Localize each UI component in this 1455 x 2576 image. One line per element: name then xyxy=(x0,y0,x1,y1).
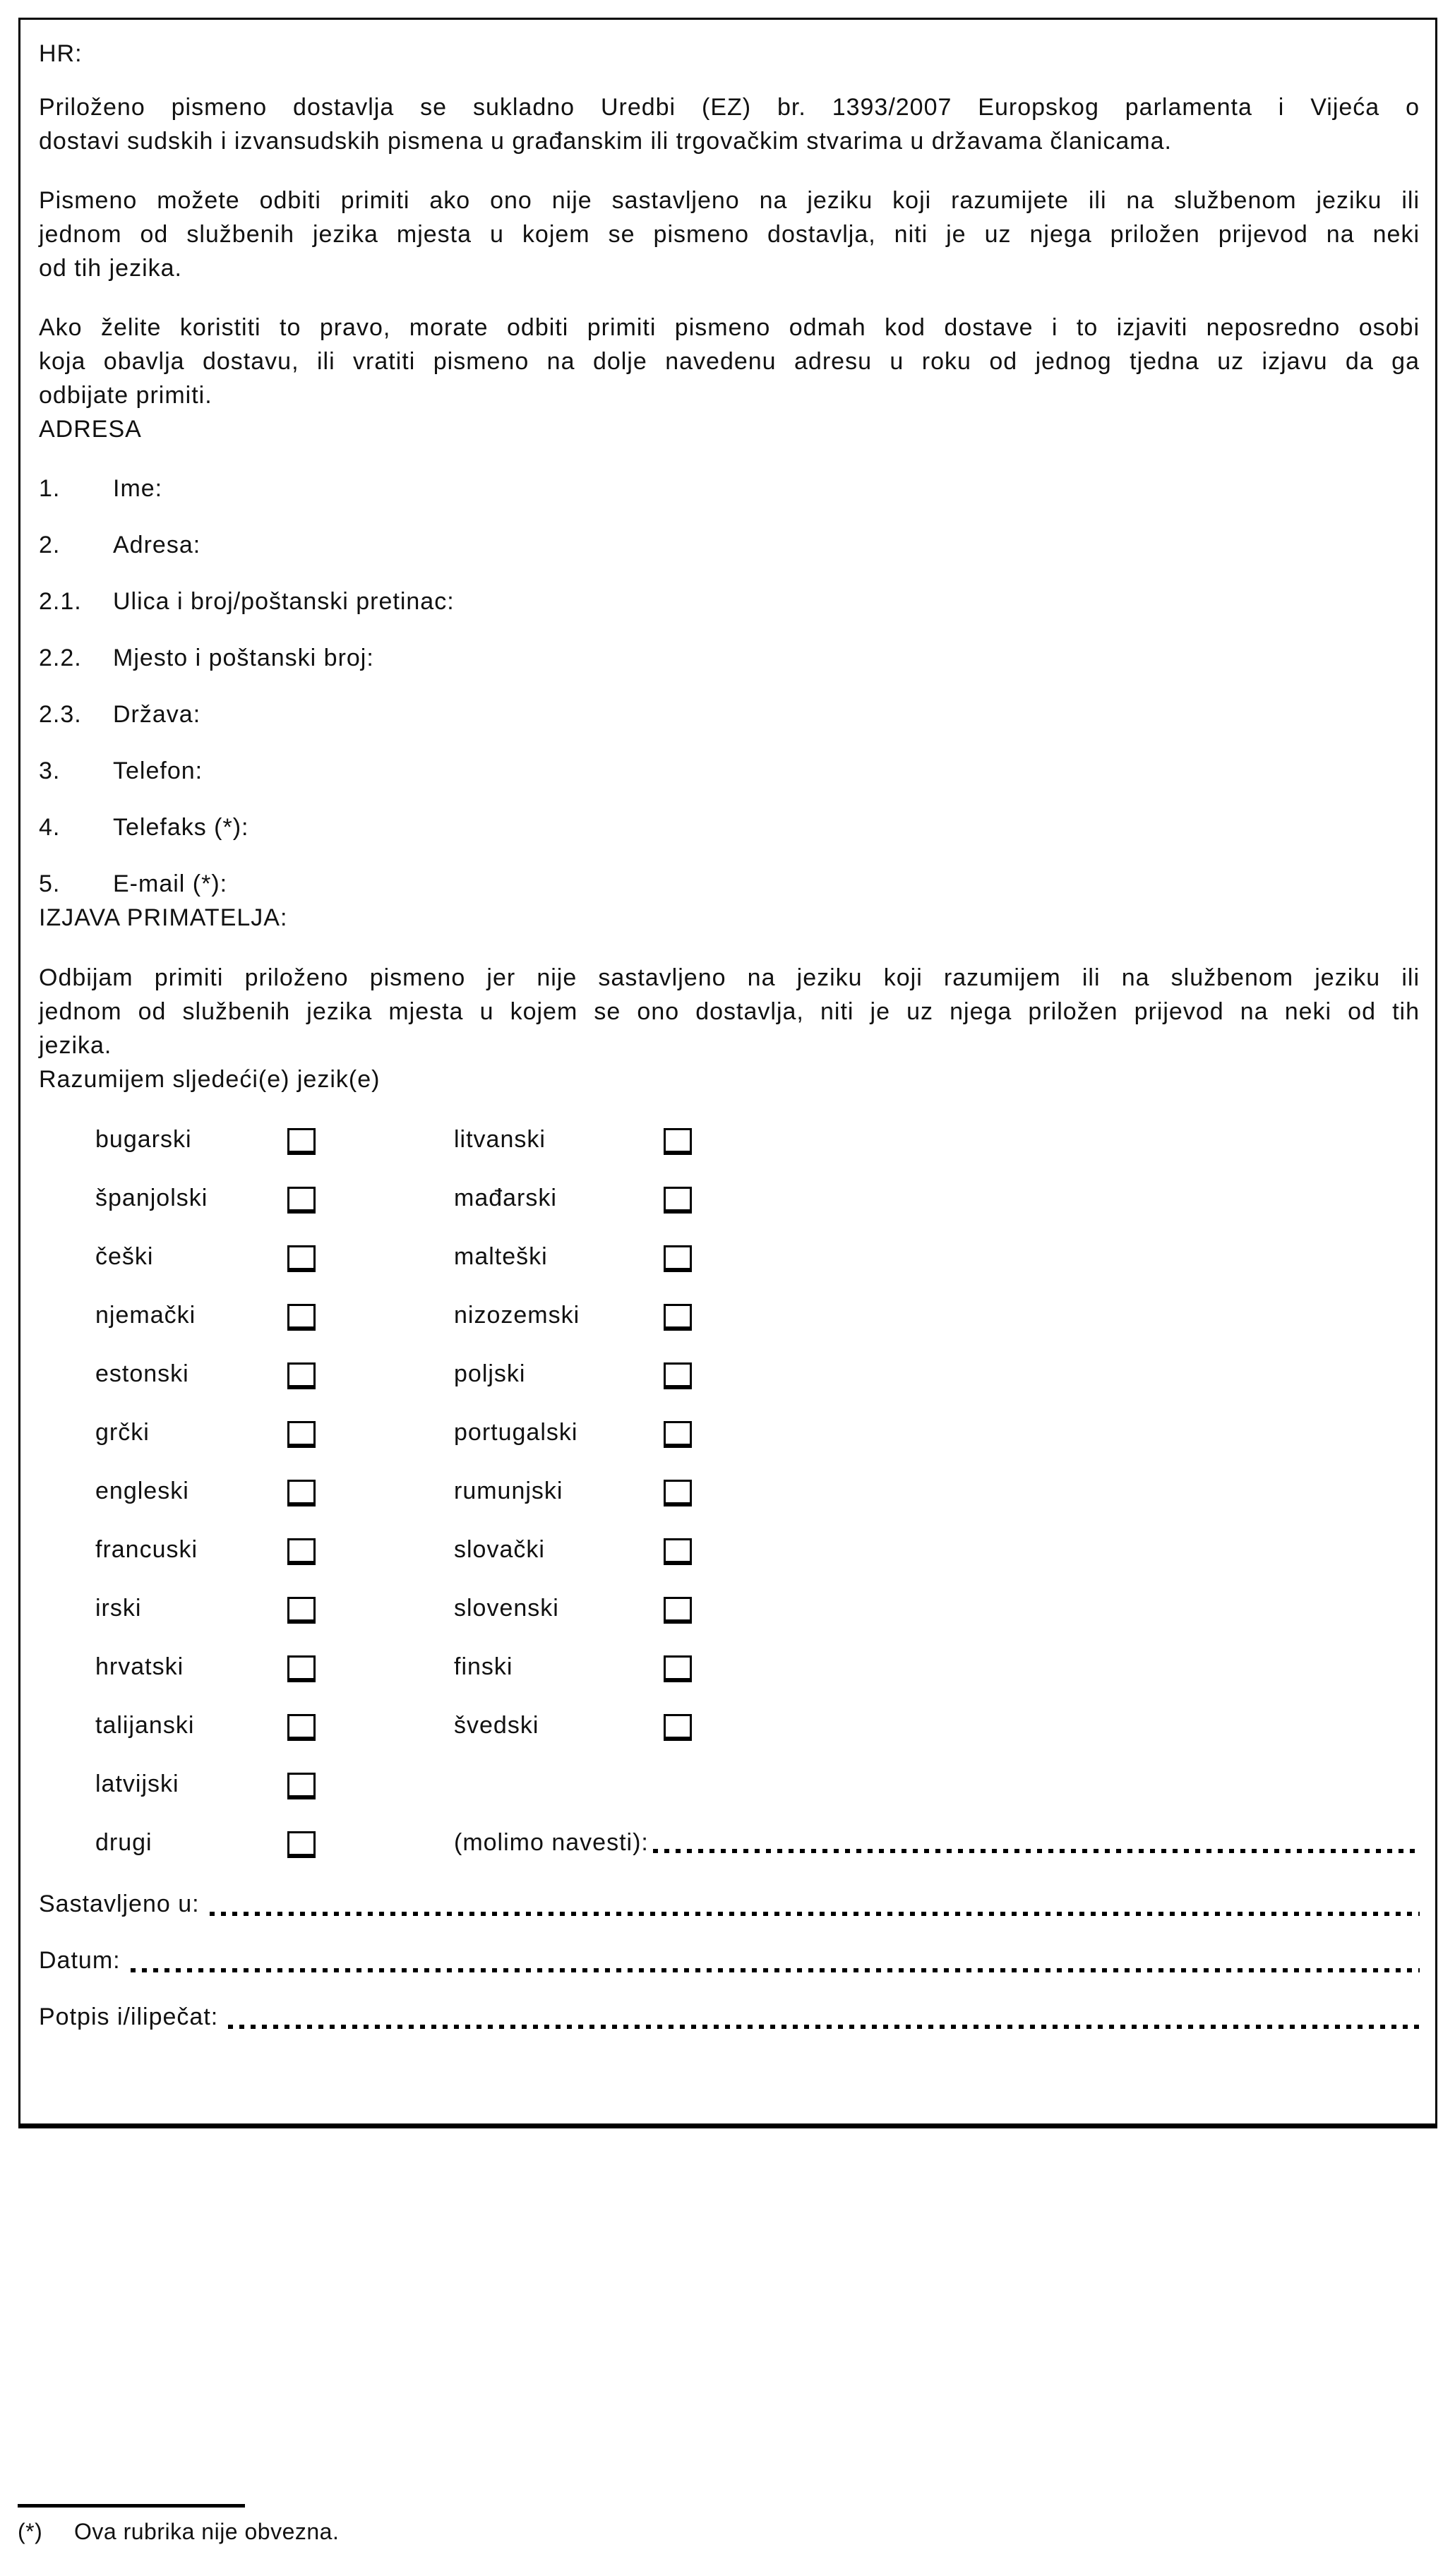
declaration-heading: IZJAVA PRIMATELJA: xyxy=(39,904,288,931)
field-number: 4. xyxy=(39,814,61,841)
language-label: slovački xyxy=(454,1536,545,1563)
address-field-row-email xyxy=(39,867,1420,901)
checkbox-rumunjski[interactable] xyxy=(664,1480,692,1506)
paragraph-refusal-right: Pismeno možete odbiti primiti ako ono nije sastavljeno na jeziku koji razumijete ili na službenom jeziku ili jednom od službenih jezika mjesta u kojem se pismeno dostavlja, niti je uz njega priložen prijevod na neki od tih jezika. xyxy=(39,187,1420,282)
language-code-label: HR: xyxy=(39,40,83,67)
field-number: 2.3. xyxy=(39,701,82,728)
address-field-row-street xyxy=(39,585,1420,618)
paragraph-intro: Priloženo pismeno dostavlja se sukladno Uredbi (EZ) br. 1393/2007 Europskog parlamenta i Vijeća o dostavi sudskih i izvansudskih pismena u građanskim ili trgovačkim stvarima u državama članicama. xyxy=(39,94,1420,155)
checkbox-drugi[interactable] xyxy=(287,1831,316,1858)
language-row xyxy=(39,1650,1420,1684)
place-field[interactable] xyxy=(210,1912,1420,1916)
language-row xyxy=(39,1474,1420,1508)
language-label: njemački xyxy=(95,1302,196,1329)
language-label: slovenski xyxy=(454,1595,559,1622)
language-label: malteški xyxy=(454,1243,548,1270)
language-label: drugi xyxy=(95,1829,152,1856)
address-field-row-address xyxy=(39,528,1420,562)
language-checkbox-grid xyxy=(39,1122,1420,1859)
field-label: Adresa: xyxy=(113,532,201,558)
date-field-row xyxy=(39,1943,1420,1977)
language-label: mađarski xyxy=(454,1185,557,1211)
language-row xyxy=(39,1181,1420,1215)
checkbox-grcki[interactable] xyxy=(287,1421,316,1448)
language-label: češki xyxy=(95,1243,154,1270)
field-label: Telefon: xyxy=(113,757,203,784)
checkbox-hrvatski[interactable] xyxy=(287,1655,316,1682)
language-label: talijanski xyxy=(95,1712,195,1739)
specify-language-field[interactable] xyxy=(653,1849,1420,1853)
field-label: Mjesto i poštanski broj: xyxy=(113,645,374,671)
checkbox-poljski[interactable] xyxy=(664,1362,692,1389)
language-label: bugarski xyxy=(95,1126,192,1153)
language-label: rumunjski xyxy=(454,1478,563,1504)
checkbox-finski[interactable] xyxy=(664,1655,692,1682)
form-border-box xyxy=(18,18,1437,2128)
language-label: portugalski xyxy=(454,1419,578,1446)
checkbox-madarski[interactable] xyxy=(664,1187,692,1214)
language-row xyxy=(39,1533,1420,1566)
language-row xyxy=(39,1415,1420,1449)
field-label: Ime: xyxy=(113,475,163,502)
field-number: 2.2. xyxy=(39,645,82,671)
language-row xyxy=(39,1591,1420,1625)
date-field[interactable] xyxy=(131,1968,1420,1972)
checkbox-francuski[interactable] xyxy=(287,1538,316,1565)
paragraph-refusal-instructions: Ako želite koristiti to pravo, morate odbiti primiti pismeno odmah kod dostave i to izjaviti neposredno osobi koja obavlja dostavu, ili vratiti pismeno na dolje navedenu adresu u roku od jednog tjedna uz izjavu da ga odbijate primiti. xyxy=(39,314,1420,409)
checkbox-engleski[interactable] xyxy=(287,1480,316,1506)
language-label: poljski xyxy=(454,1360,526,1387)
signature-field-label: Potpis i/ilipečat: xyxy=(39,2003,219,2030)
checkbox-nizozemski[interactable] xyxy=(664,1304,692,1331)
language-label: litvanski xyxy=(454,1126,546,1153)
signature-field-row xyxy=(39,2000,1420,2034)
declaration-paragraph: Odbijam primiti priloženo pismeno jer nije sastavljeno na jeziku koji razumijem ili na službenom jeziku ili jednom od službenih jezika mjesta u kojem se ono dostavlja, niti je uz njega priložen prijevod na neki od tih jezika. xyxy=(39,964,1420,1059)
language-label: nizozemski xyxy=(454,1302,580,1329)
field-number: 3. xyxy=(39,757,61,784)
checkbox-slovacki[interactable] xyxy=(664,1538,692,1565)
language-label: španjolski xyxy=(95,1185,208,1211)
language-label: švedski xyxy=(454,1712,539,1739)
checkbox-bugarski[interactable] xyxy=(287,1128,316,1155)
signature-field[interactable] xyxy=(228,2025,1420,2029)
checkbox-latvijski[interactable] xyxy=(287,1773,316,1799)
checkbox-svedski[interactable] xyxy=(664,1714,692,1741)
field-number: 2. xyxy=(39,532,61,558)
language-label: estonski xyxy=(95,1360,189,1387)
specify-language-label: (molimo navesti): xyxy=(454,1829,649,1856)
language-row xyxy=(39,1357,1420,1391)
language-label: engleski xyxy=(95,1478,189,1504)
languages-intro: Razumijem sljedeći(e) jezik(e) xyxy=(39,1066,381,1093)
place-field-label: Sastavljeno u: xyxy=(39,1891,200,1917)
address-field-row-city xyxy=(39,641,1420,675)
field-label: Telefaks (*): xyxy=(113,814,249,841)
footnote-marker: (*) xyxy=(18,2519,43,2544)
field-number: 2.1. xyxy=(39,588,82,615)
address-field-row-phone xyxy=(39,754,1420,788)
footnote-text: Ova rubrika nije obvezna. xyxy=(74,2519,340,2544)
language-label: hrvatski xyxy=(95,1653,184,1680)
field-label: Država: xyxy=(113,701,201,728)
language-row xyxy=(39,1122,1420,1156)
checkbox-litvanski[interactable] xyxy=(664,1128,692,1155)
place-field-row xyxy=(39,1887,1420,1921)
date-field-label: Datum: xyxy=(39,1947,121,1974)
field-label: E-mail (*): xyxy=(113,870,228,897)
address-field-row-name xyxy=(39,472,1420,505)
language-label: latvijski xyxy=(95,1771,179,1797)
field-number: 5. xyxy=(39,870,61,897)
checkbox-portugalski[interactable] xyxy=(664,1421,692,1448)
language-row xyxy=(39,1240,1420,1274)
language-row xyxy=(39,1767,1420,1801)
checkbox-talijanski[interactable] xyxy=(287,1714,316,1741)
language-label: finski xyxy=(454,1653,513,1680)
language-row xyxy=(39,1708,1420,1742)
language-row xyxy=(39,1298,1420,1332)
checkbox-slovenski[interactable] xyxy=(664,1597,692,1624)
field-number: 1. xyxy=(39,475,61,502)
checkbox-estonski[interactable] xyxy=(287,1362,316,1389)
language-label: francuski xyxy=(95,1536,198,1563)
footnote-rule xyxy=(18,2504,245,2508)
checkbox-njemacki[interactable] xyxy=(287,1304,316,1331)
footnote xyxy=(18,2504,1147,2546)
address-field-row-fax xyxy=(39,810,1420,844)
language-row-other xyxy=(39,1826,1420,1859)
address-heading: ADRESA xyxy=(39,416,142,443)
checkbox-ceski[interactable] xyxy=(287,1245,316,1272)
language-label: grčki xyxy=(95,1419,150,1446)
checkbox-malteski[interactable] xyxy=(664,1245,692,1272)
language-label: irski xyxy=(95,1595,142,1622)
address-field-row-country xyxy=(39,697,1420,731)
field-label: Ulica i broj/poštanski pretinac: xyxy=(113,588,455,615)
checkbox-irski[interactable] xyxy=(287,1597,316,1624)
checkbox-spanjolski[interactable] xyxy=(287,1187,316,1214)
